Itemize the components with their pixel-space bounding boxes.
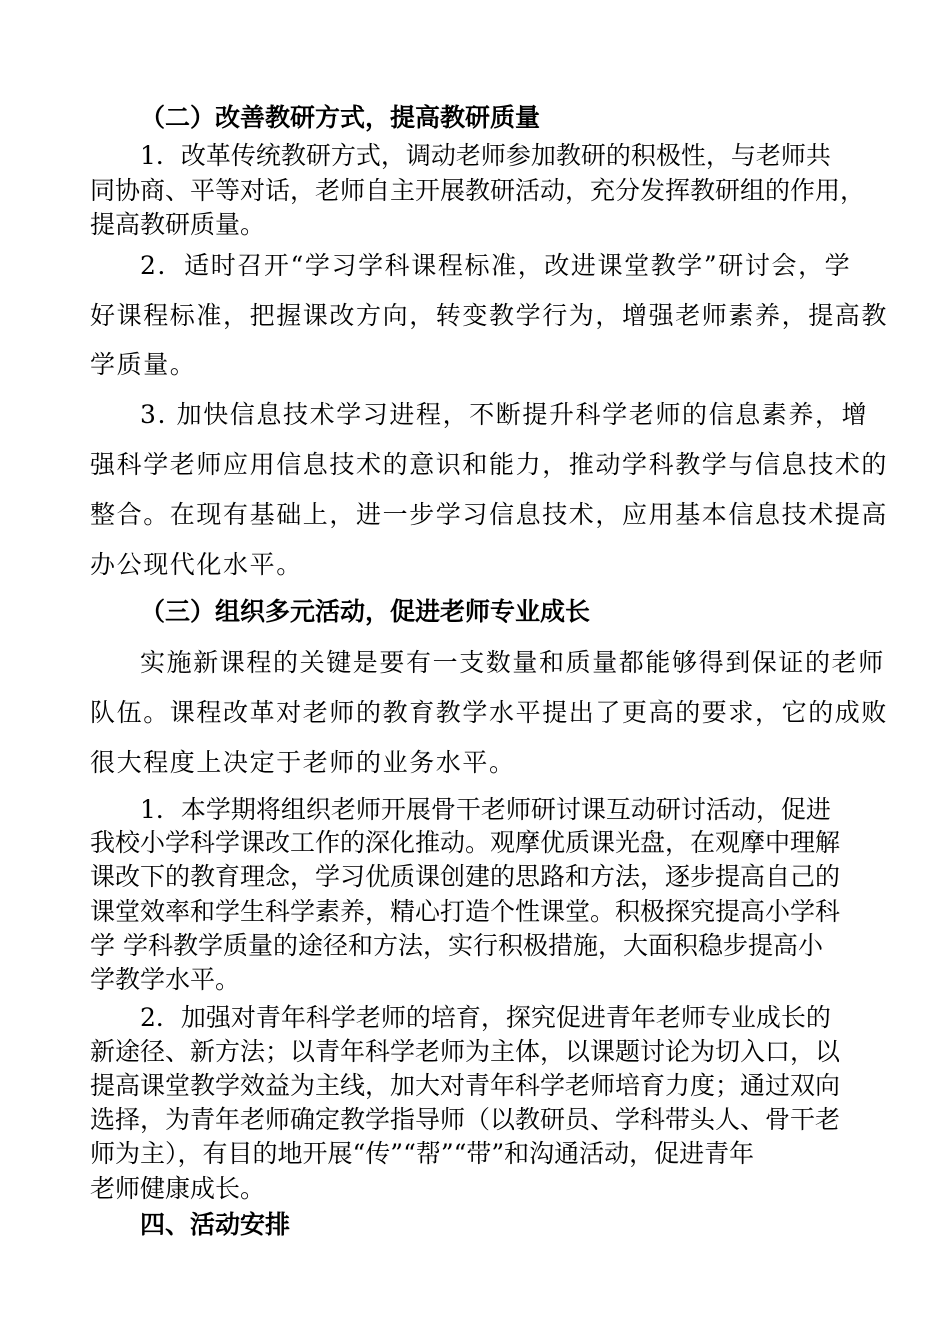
paragraph-line: 实施新课程的关键是要有一支数量和质量都能够得到保证的老师 <box>140 648 885 677</box>
paragraph-line: 队伍。课程改革对老师的教育教学水平提出了更高的要求，它的成败 <box>90 698 889 727</box>
paragraph-line: 师为主），有目的地开展“传”“帮”“带”和沟通活动，促进青年 <box>90 1139 755 1168</box>
paragraph-line: 2．加强对青年科学老师的培育，探究促进青年老师专业成长的 <box>140 1003 831 1032</box>
paragraph-line: 学质量。 <box>90 350 197 379</box>
paragraph-line: 整合。在现有基础上，进一步学习信息技术，应用基本信息技术提高 <box>90 500 889 529</box>
paragraph-line: 同协商、平等对话，老师自主开展教研活动，充分发挥教研组的作用， <box>90 176 866 205</box>
paragraph-line: 提高课堂教学效益为主线，加大对青年科学老师培育力度；通过双向 <box>90 1071 841 1100</box>
section-heading-3: （三）组织多元活动，促进老师专业成长 <box>140 597 591 626</box>
paragraph-line: 3. 加快信息技术学习进程，不断提升科学老师的信息素养，增 <box>140 400 869 429</box>
paragraph-line: 1．本学期将组织老师开展骨干老师研讨课互动研讨活动，促进 <box>140 795 831 824</box>
paragraph-line: 课堂效率和学生科学素养，精心打造个性课堂。积极探究提高小学科 <box>90 897 841 926</box>
paragraph-line: 1．改革传统教研方式，调动老师参加教研的积极性，与老师共 <box>140 141 831 170</box>
section-heading-4: 四、活动安排 <box>140 1210 291 1239</box>
paragraph-line: 学教学水平。 <box>90 965 241 994</box>
paragraph-line: 办公现代化水平。 <box>90 550 303 579</box>
paragraph-line: 2．适时召开“学习学科课程标准，改进课堂教学”研讨会，学 <box>140 251 852 280</box>
paragraph-line: 选择，为青年老师确定教学指导师（以教研员、学科带头人、骨干老 <box>90 1105 841 1134</box>
paragraph-line: 学 学科教学质量的途径和方法，实行积极措施，大面积稳步提高小 <box>90 931 823 960</box>
paragraph-line: 我校小学科学课改工作的深化推动。观摩优质课光盘，在观摩中理解 <box>90 828 841 857</box>
paragraph-line: 老师健康成长。 <box>90 1174 266 1203</box>
paragraph-line: 新途径、新方法；以青年科学老师为主体，以课题讨论为切入口，以 <box>90 1037 841 1066</box>
section-heading-2: （二）改善教研方式，提高教研质量 <box>140 103 541 132</box>
paragraph-line: 课改下的教育理念，学习优质课创建的思路和方法，逐步提高自己的 <box>90 862 841 891</box>
paragraph-line: 强科学老师应用信息技术的意识和能力，推动学科教学与信息技术的 <box>90 450 889 479</box>
paragraph-line: 很大程度上决定于老师的业务水平。 <box>90 748 516 777</box>
paragraph-line: 好课程标准，把握课改方向，转变教学行为，增强老师素养，提高教 <box>90 301 889 330</box>
paragraph-line: 提高教研质量。 <box>90 210 266 239</box>
